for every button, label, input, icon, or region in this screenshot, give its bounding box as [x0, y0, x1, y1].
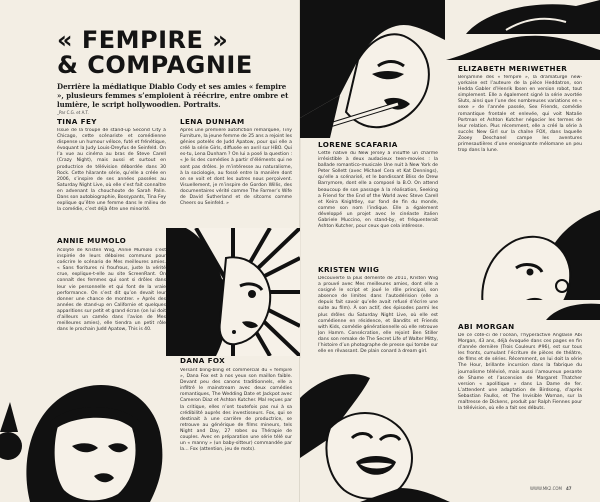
profile-name-kristen-wiig: KRISTEN WIIG — [318, 265, 380, 274]
illustration-top-right-band — [446, 32, 600, 60]
illustration-laughing-woman — [300, 358, 450, 502]
illustration-woman-bangs — [0, 362, 170, 502]
profile-text-dana-fox: Versant bling-bling et commercial du « fempire », Dana Fox est à nos yeux son maillon faible. Devant peu des canons traditionnels, elle a infiltré le mainstream avec deux comédies romantiques, The Wedding Date et Jackpot avec Cameron Diaz et Ashton Kutcher. Mal reçues par la critique, elles n’ont toutefois pas nui à sa crédibilité auprès des investisseurs. Fox, qui se destinait à une carrière de productrice, se retrouve au générique de films mineurs, tels Night and Day, 27 robes ou Thérapie de couples. Avec en préparation une série télé sur un « manny » (un baby-sitteur) commandée par la… Fox (attention, jeu de mots). — [180, 368, 292, 453]
article-title — [57, 28, 292, 78]
profile-name-elizabeth-meriwether: ELIZABETH MERIWETHER — [458, 64, 568, 73]
profile-name-annie-mumolo: ANNIE MUMOLO — [57, 236, 127, 245]
title-line-2: & COMPAGNIE — [57, 51, 253, 78]
illustration-divider-band — [446, 300, 600, 320]
profile-name-abi-morgan: ABI MORGAN — [458, 322, 515, 331]
title-line-1: « FEMPIRE » — [57, 28, 229, 54]
profile-text-annie-mumolo: Acolyte de Kristen Wiig, Annie Mumolo s’est inspirée de leurs déboires communs pour coécrire le scénario de Mes meilleures amies. « Sans fioritures ni froufrous, juste la vérité crue, explique-t-elle au site ScreenRant. On connaît des femmes qui sont si drôles dans leur vie personnelle et qui font de la vraie performance. On s’est dit qu’on devait leur donner une chance de montrer. » Après des années de stand-up en Californie et quelques apparitions sur petit et grand écran (on lui doit d’ailleurs un caméo dans l’avion de Mes meilleures amies), elle tiendra un petit rôle dans le prochain Judd Apatow, This is 40. — [57, 248, 166, 333]
folio-url: WWW.MK2.COM — [530, 486, 562, 491]
article-deck: Derrière la médiatique Diablo Cody et ses amies « fempire », plusieurs femmes s’emploient à réécrire, entre ombre et lumière, le script hollywoodien. Portraits. — [57, 82, 289, 109]
profile-text-lorene-scafaria: Cette native du New Jersey à insufflé un charme irrésistible à deux audacieux teen-movies : la ballade romantico-musicale Une nuit à New York de Peter Sollett (avec Michael Cera et Kat Dennings), qu’elle a scénarisé, et le bondissant Bliss de Drew Barrymore, dont elle a composé la B.O. On attend beaucoup de son passage à la réalisation, Seeking a Friend for the End of the World avec Steve Carell et Keira Knightley, sur fond de fin du monde, comme son nom l’indique. Elle a également développé un projet avec le cinéaste italien Gabriele Muccino, en stand-by, et fréquenterait Ashton Kutcher, pour ceux que cela intéresse. — [318, 151, 438, 230]
illustration-woman-cigarette — [300, 0, 445, 138]
illustration-hair-top-right — [446, 0, 600, 34]
profile-text-elizabeth-meriwether: Benjamine des « fempire », la dramaturge new-yorkaise est l’auteure de la pièce Heddatron, son Hedda Gabler d’Henrik Ibsen en version robot, tout simplement. Elle a également signé la série avortée Sluts, ainsi que l’une des nombreuses variations en « sexe » de l’année passée, Sex Friends, comédie romantique frontale et enlevée, qui voit Natalie Portman et Ashton Kutcher négocier les termes de leur relation. Plus récemment, elle a créé la série à succès New Girl sur la chaîne FOX, dans laquelle Zooey Deschanel campe les aventures primesautières d’une enseignante mélomane un peu trop dans la lune. — [458, 75, 582, 154]
profile-name-tina-fey: TINA FEY — [57, 117, 97, 126]
profile-text-lena-dunham: Après une première autofiction remarquée, Tiny Furniture, la jeune femme de 25 ans a rejoint les génies potelés de Judd Apatow, pour qui elle a créé la série Girls, diffusée en avril sur HBO. Qui es-tu, Lena Dunham ? On lui a posé la question : « Je lis des comédies à partir d’éléments qui ne sont pas drôles. Je m’intéresse au naturalisme, à la sociologie, au fossé entre la manière dont on se voit et dont les autres nous perçoivent. Visuellement, je m’inspire de Gordon Willis, des documentaires vérité comme The Farmer’s Wife de David Sutherland et de sitcoms comme Cheers ou Seinfeld. » — [180, 128, 292, 207]
article-credit: _Par C.G. et A.T. — [57, 110, 89, 115]
profile-name-lorene-scafaria: LORENE SCAFARIA — [318, 140, 398, 149]
profile-text-kristen-wiig: Découverte la plus démente de 2011, Kristen Wiig a prouvé avec Mes meilleures amies, dont elle a cosigné le script et joué le rôle principal, son absence de limites dans l’autodérision (elle a depuis fait savoir qu’elle avait refusé d’écrire une suite au film). À son actif, des épisodes parmi les plus drôles du Saturday Night Live, où elle est comédienne en résidence, et Bandits et Friends with Kids, comédie générationnelle où elle retrouve Jon Hamm. Consécration, elle rejoint Ben Stiller dans son remake de The Secret Life of Walter Mitty, l’histoire d’un photographe de presse qui tombe sur elle en rêvassant. De plain conard à dream girl. — [318, 276, 438, 355]
profile-name-lena-dunham: LENA DUNHAM — [180, 117, 245, 126]
profile-text-abi-morgan: De ce côté-ci de l’océan, l’hyperactive Anglaise Abi Morgan, 43 ans, déjà évoquée dans ces pages en fin d’année dernière (Trois Couleurs #96), est sur tous les fronts, cumulant l’écriture de pièces de théâtre, de films et de séries. Récemment, on lui doit la série The Hour, brillante incursion dans la fabrique du journalisme télévisé, mais aussi l’amoureux pesante de Shame et l’ascension de Margaret Thatcher version « apolitique » dans La Dame de fer. L’attendent une adaptation de Birdsong, d’après Sebastian Faulks, et The Invisible Woman, sur la maîtresse de Dickens, produit par Ralph Fiennes pour la télévision, où elle a fait ses débuts. — [458, 333, 582, 412]
illustration-starburst-face — [166, 228, 300, 356]
profile-text-tina-fey: Issue de la troupe de stand-up Second City à Chicago, cette scénariste et comédienne dispense un humour véloce, futé et frénétique, évoquant la Judy Louis-Dreyfus de Seinfeld. On l’a vue au cinéma au bras de Steve Carell (Crazy Night), mais aussi et surtout en productrice de télévision débordée dans 30 Rock. Cette hilarante série, qu’elle a créée en 2006, s’inspire de ses années passées au Saturday Night Live, où elle s’est fait connaître en advenant la chouchoute de Sarah Palin. Dans son autobiographie, Bossypants, Tina Fey explique qu’être une femme dans le milieu de la comédie, c’est déjà être une minorité. — [57, 128, 166, 213]
page-number: 47 — [566, 486, 572, 491]
profile-name-dana-fox: DANA FOX — [180, 356, 226, 365]
